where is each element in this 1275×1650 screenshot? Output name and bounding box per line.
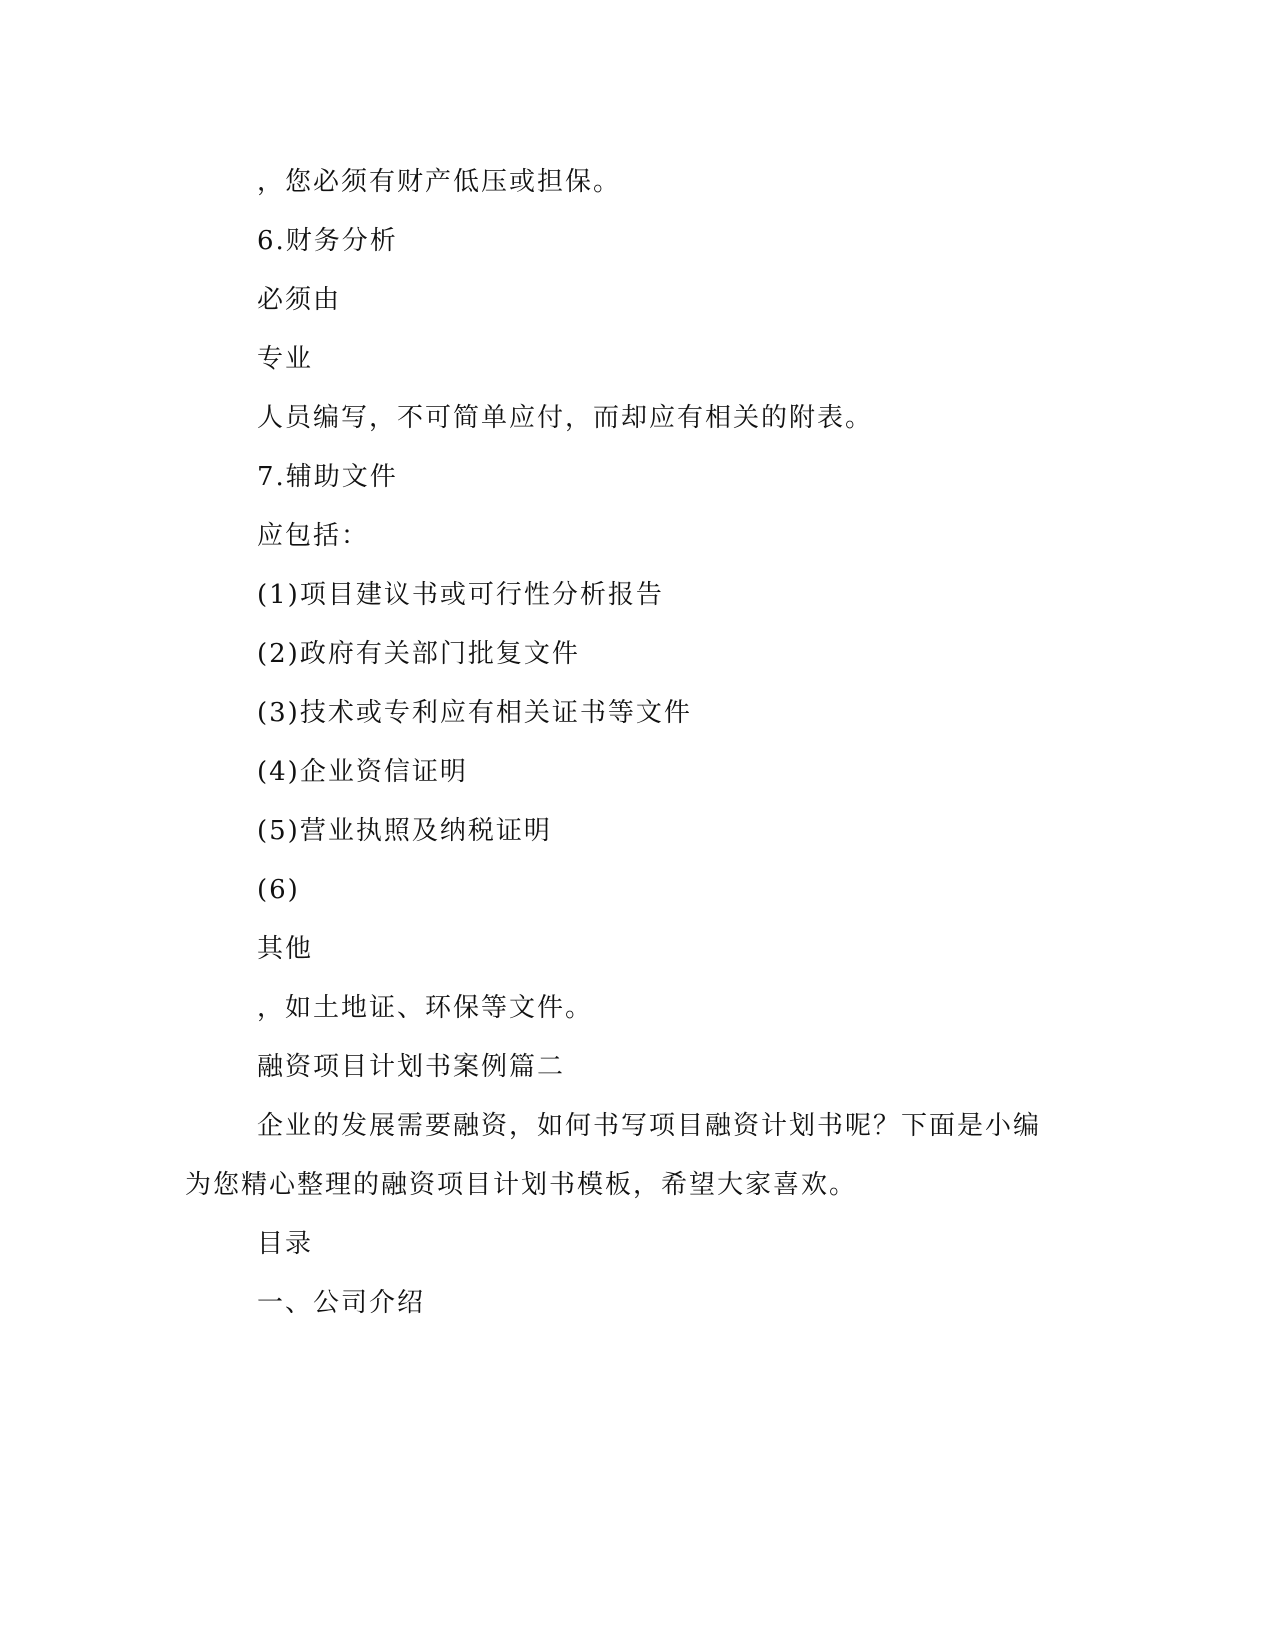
section-heading: 7.辅助文件	[257, 462, 398, 492]
text-line: ，如土地证、环保等文件。	[257, 993, 594, 1023]
list-item: (2)政府有关部门批复文件	[257, 639, 580, 669]
list-item: (4)企业资信证明	[257, 757, 468, 787]
section-heading: 6.财务分析	[257, 226, 398, 256]
toc-heading: 目录	[257, 1229, 314, 1259]
text-line: 必须由	[257, 285, 342, 315]
toc-item: 一、公司介绍	[257, 1288, 426, 1318]
list-item: (1)项目建议书或可行性分析报告	[257, 580, 664, 610]
text-line: 专业	[257, 344, 314, 374]
text-line: 应包括：	[257, 521, 370, 551]
text-line: ，您必须有财产低压或担保。	[257, 167, 622, 197]
article-title: 融资项目计划书案例篇二	[257, 1052, 566, 1082]
text-line: 人员编写，不可简单应付，而却应有相关的附表。	[257, 403, 874, 433]
text-line: 企业的发展需要融资，如何书写项目融资计划书呢？下面是小编	[257, 1111, 1042, 1141]
text-line: 为您精心整理的融资项目计划书模板，希望大家喜欢。	[185, 1170, 858, 1200]
list-item: (3)技术或专利应有相关证书等文件	[257, 698, 692, 728]
text-line: 其他	[257, 934, 314, 964]
list-item: (6)	[257, 875, 300, 905]
list-item: (5)营业执照及纳税证明	[257, 816, 552, 846]
